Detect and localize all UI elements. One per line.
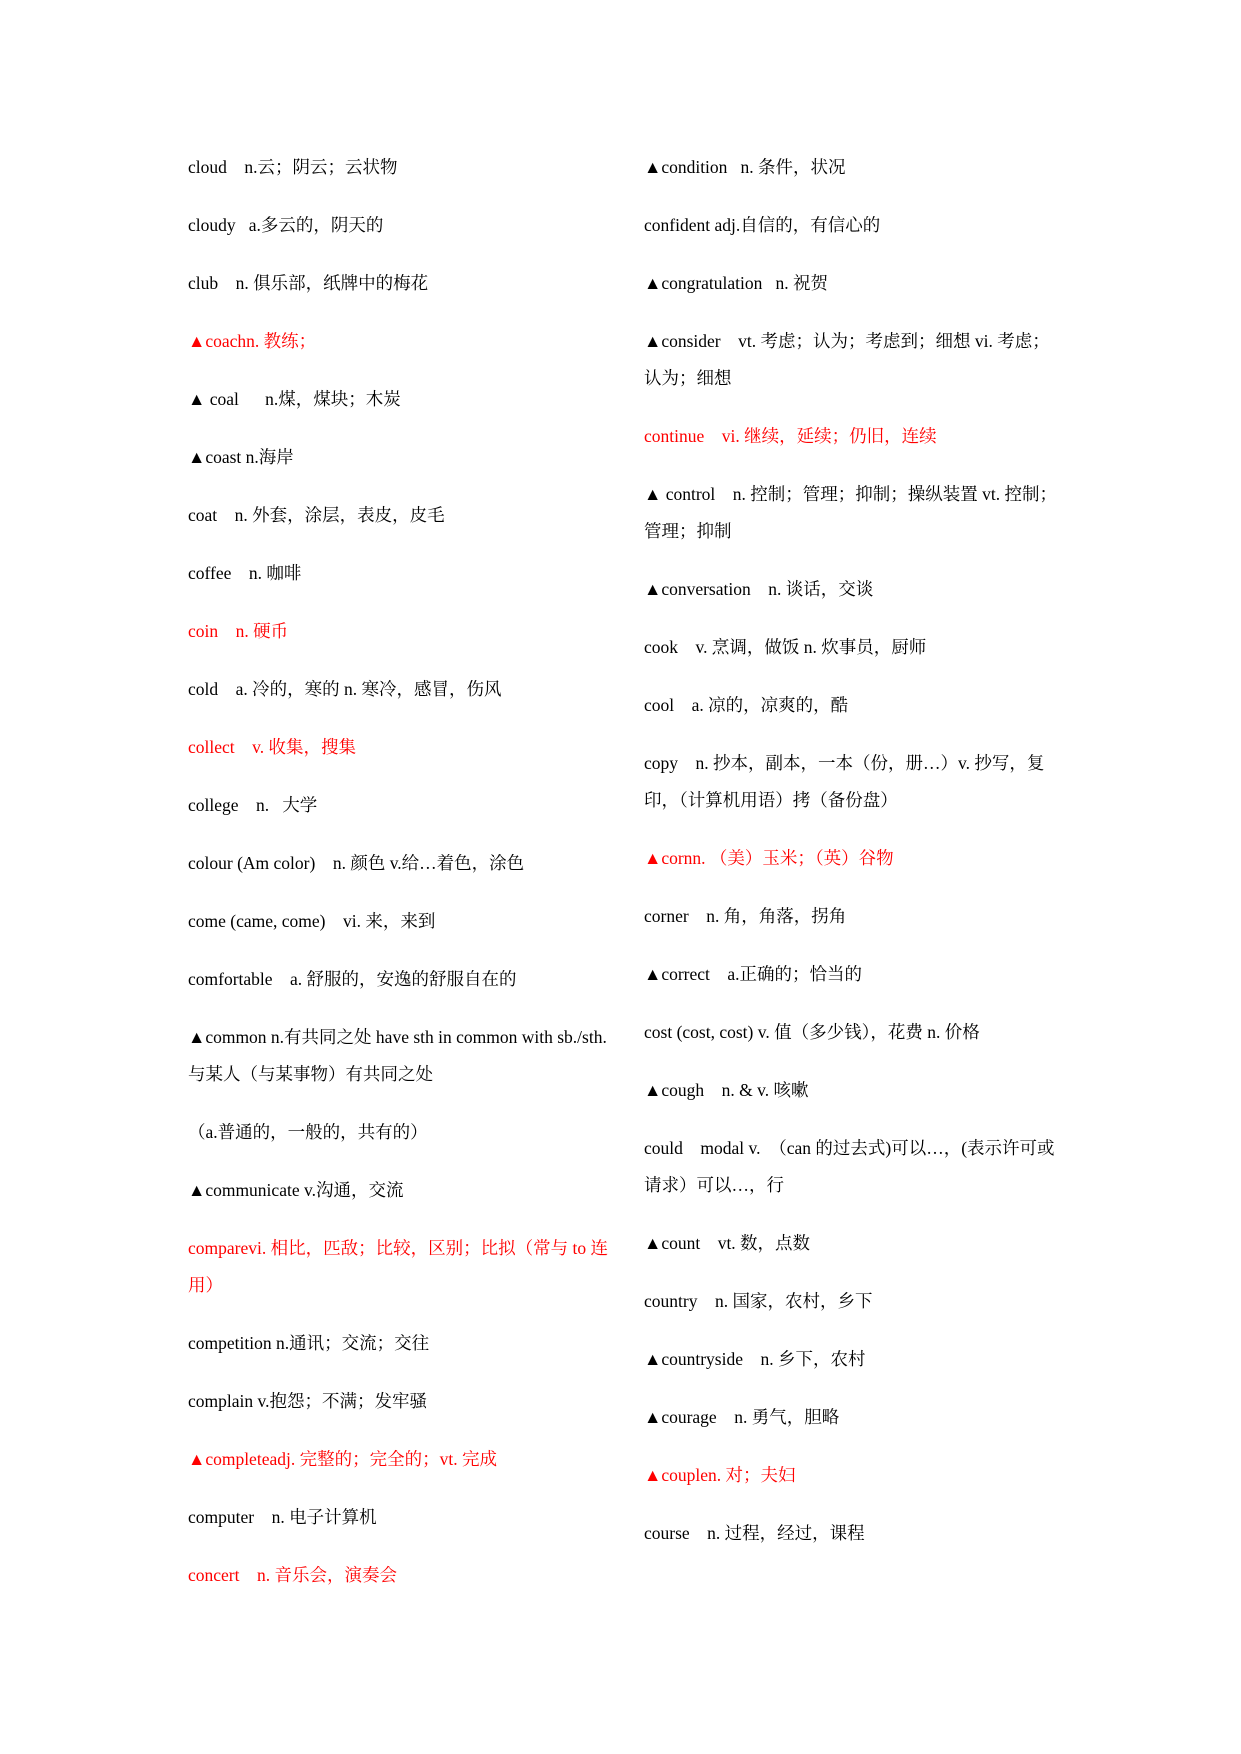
vocab-entry: computer n. 电子计算机 xyxy=(188,1507,377,1527)
vocab-entry: coffee n. 咖啡 xyxy=(188,563,302,583)
vocab-entry: concert n. 音乐会，演奏会 xyxy=(188,1565,397,1585)
vocab-entry: ▲coast n.海岸 xyxy=(188,447,294,467)
vocab-entry: cloud n.云；阴云；云状物 xyxy=(188,157,398,177)
vocab-entry: cost (cost, cost) v. 值（多少钱），花费 n. 价格 xyxy=(644,1022,980,1042)
vocab-entry: come (came, come) vi. 来，来到 xyxy=(188,911,436,931)
vocab-entry: ▲conversation n. 谈话，交谈 xyxy=(644,579,874,599)
vocab-entry: competition n.通讯；交流；交往 xyxy=(188,1333,430,1353)
left-column xyxy=(188,149,610,1615)
vocab-entry: ▲communicate v.沟通，交流 xyxy=(188,1180,404,1200)
vocab-entry: club n. 俱乐部，纸牌中的梅花 xyxy=(188,273,429,293)
vocab-entry: cook v. 烹调，做饭 n. 炊事员，厨师 xyxy=(644,637,927,657)
vocab-entry: ▲common n.有共同之处 have sth in common with sb./sth.与某人（与某事物）有共同之处 xyxy=(188,1027,607,1084)
vocab-entry: corner n. 角，角落，拐角 xyxy=(644,906,847,926)
vocab-entry: cold a. 冷的，寒的 n. 寒冷，感冒，伤风 xyxy=(188,679,502,699)
vocab-entry: country n. 国家，农村，乡下 xyxy=(644,1291,873,1311)
right-column xyxy=(644,149,1064,1573)
vocab-entry: ▲correct a.正确的；恰当的 xyxy=(644,964,863,984)
vocab-entry: college n. 大学 xyxy=(188,795,318,815)
vocab-entry: comparevi. 相比，匹敌；比较，区别；比拟（常与 to 连用） xyxy=(188,1238,608,1295)
vocab-entry: ▲courage n. 勇气，胆略 xyxy=(644,1407,840,1427)
vocab-entry: ▲ control n. 控制；管理；抑制；操纵装置 vt. 控制；管理；抑制 xyxy=(644,484,1058,541)
vocab-entry: cloudy a.多云的，阴天的 xyxy=(188,215,384,235)
vocab-entry: cool a. 凉的，凉爽的，酷 xyxy=(644,695,849,715)
vocab-entry: ▲consider vt. 考虑；认为；考虑到；细想 vi. 考虑；认为；细想 xyxy=(644,331,1050,388)
vocab-entry: complain v.抱怨；不满；发牢骚 xyxy=(188,1391,427,1411)
vocab-entry: ▲cough n. & v. 咳嗽 xyxy=(644,1080,809,1100)
vocab-entry: course n. 过程，经过，课程 xyxy=(644,1523,865,1543)
vocab-entry: ▲count vt. 数，点数 xyxy=(644,1233,811,1253)
vocab-entry: ▲couplen. 对；夫妇 xyxy=(644,1465,796,1485)
vocab-entry: （a.普通的，一般的，共有的） xyxy=(188,1122,428,1142)
vocab-entry: comfortable a. 舒服的，安逸的舒服自在的 xyxy=(188,969,517,989)
vocab-entry: confident adj.自信的，有信心的 xyxy=(644,215,881,235)
vocab-entry: continue vi. 继续，延续；仍旧，连续 xyxy=(644,426,937,446)
vocab-entry: ▲congratulation n. 祝贺 xyxy=(644,273,829,293)
vocab-entry: ▲ coal n.煤，煤块；木炭 xyxy=(188,389,401,409)
vocab-entry: collect v. 收集，搜集 xyxy=(188,737,357,757)
vocab-entry: could modal v. （can 的过去式)可以…，(表示许可或请求）可以…，行 xyxy=(644,1138,1055,1195)
vocab-entry: ▲completeadj. 完整的；完全的；vt. 完成 xyxy=(188,1449,497,1469)
vocab-entry: copy n. 抄本，副本，一本（份，册…）v. 抄写，复印，（计算机用语）拷（备份盘） xyxy=(644,753,1045,810)
vocab-entry: ▲countryside n. 乡下，农村 xyxy=(644,1349,866,1369)
vocab-entry: coin n. 硬币 xyxy=(188,621,289,641)
vocab-entry: ▲condition n. 条件，状况 xyxy=(644,157,846,177)
vocab-entry: coat n. 外套，涂层，表皮，皮毛 xyxy=(188,505,445,525)
vocab-entry: ▲coachn. 教练； xyxy=(188,331,317,351)
vocab-entry: ▲cornn. （美）玉米；（英）谷物 xyxy=(644,848,894,868)
vocab-entry: colour (Am color) n. 颜色 v.给…着色，涂色 xyxy=(188,853,525,873)
